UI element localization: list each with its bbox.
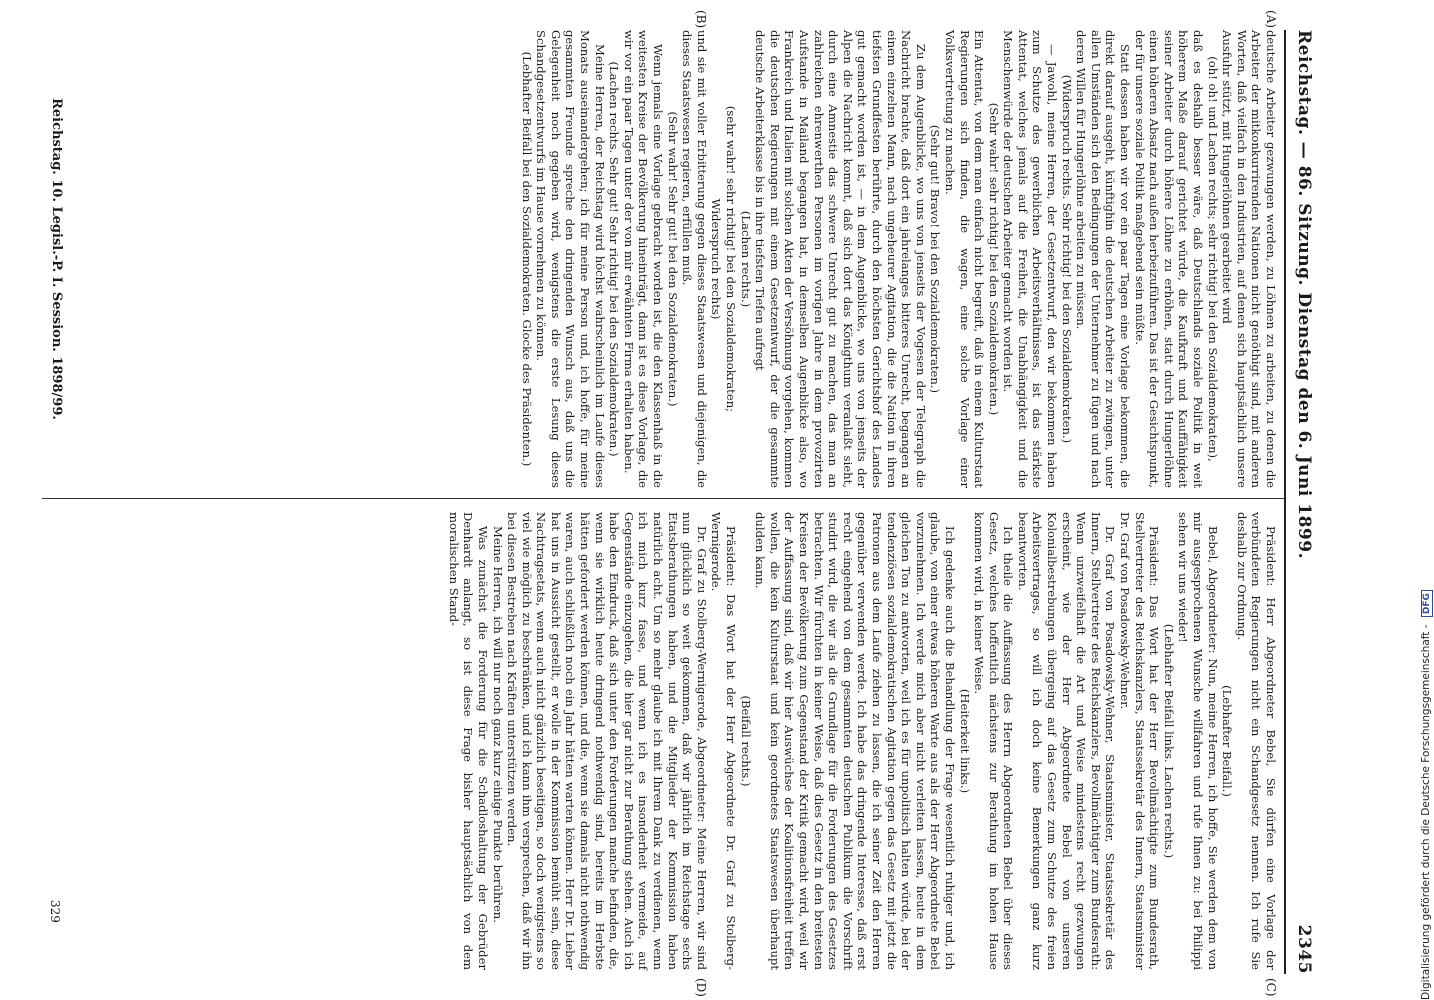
margin-mark-c: (C) bbox=[1264, 978, 1278, 997]
paragraph: Ich theile die Auffassung des Herrn Abgeordneten Bebel über dieses Gesetz, welches hoffentlich nächstens zur Berathung im hohen Hause kommen wird, in keiner Weise. bbox=[972, 512, 1016, 970]
paragraph: Zu dem Augenblicke, wo uns von jenseits der Vogesen der Telegraph die Nachricht brachte, daß dort ein jahrelanges bitteres Unrecht, begangen an einem einzelnen Mann, nach ungeheurer Agitation, die die Nation in ihren tiefsten Grundfesten berührte, durch den höchsten Gerichtshof des Landes gut gemacht worden ist, — in dem Augenblicke, wo uns von jenseits der Alpen die Nachricht kommt, daß sich dort das Königthum veranlaßt sieht, durch eine Amnestie das schwere Unrecht gut zu machen, das man an zahlreichen ehrenwerthen Personen im vorigen Jahre in dem provozirten Aufstande in Mailand begangen hat, in demselben Augenblicke also, wo Frankreich und Italien mit solchen Akten der Versöhnung vorgehen, kommen die deutschen Regierungen mit einem Gesetzentwurf, der die gesammte deutsche Arbeiterklasse bis in ihre tiefsten Tiefen aufregt bbox=[753, 30, 928, 488]
interjection: Widerspruch rechts) bbox=[709, 198, 724, 320]
interjection: (Sehr wahr! Sehr gut! bei den Sozialdemokraten.) bbox=[665, 111, 680, 407]
interjection: (Heiterkeit links.) bbox=[957, 688, 972, 794]
margin-mark-a: (A) bbox=[1264, 10, 1278, 29]
margin-mark-d: (D) bbox=[694, 978, 708, 997]
paragraph: Dr. Graf zu Stolberg-Wernigerode, Abgeordneter: Meine Herren, wir sind nun glücklich so weit gekommen, daß wir jährlich im Reichstage sechs Etatsberathungen haben, und die Mitglieder der Kommission haben natürlich acht. Um so mehr glaube ich mit Ihrem Dank zu verdienen, wenn ich mich kurz fasse, und wenn ich es insonderheit vermeide, auf Gegenstände einzugehen, die hier gar nicht zur Berathung stehen. Auch ich habe den Eindruck, daß sich unter den Forderungen manche befinden, die, wenn sie wirklich heute dringend nothwendig sind, bereits im Herbste hätten gefordert werden können, und die, wenn sie damals nicht nothwendig waren, auch schließlich noch ein Jahr hätten warten können. Herr Dr. Lieber hat uns in Aussicht gestellt, er wolle in der Kommission bemüht sein, diese Nachtragsetats, wenn auch nicht gänzlich beseitigen, so doch wenigstens so viel wie möglich zu beschränken, und ich kann ihm versprechen, daß wir ihn bei diesen Bestreben nach Kräften unterstützen werden. bbox=[505, 512, 709, 970]
interjection: (sehr wahr! sehr richtig! bei den Sozialdemokraten; bbox=[724, 105, 739, 413]
digitization-text: Digitalisierung gefördert durch die Deutsche Forschungsgemeinschaft - bbox=[1420, 624, 1432, 1000]
dfg-logo: DFG bbox=[1421, 590, 1433, 617]
right-column bbox=[446, 512, 1278, 970]
paragraph: Bebel, Abgeordneter: Nun, meine Herren, ich hoffe, Sie werden dem von mir ausgesprochenen Wunsche willfahren und rufe Ihnen zu: bei Philippi sehen wir uns wieder! bbox=[1176, 512, 1220, 970]
paragraph: Präsident: Herr Abgeordneter Bebel, Sie dürfen eine Vorlage der verbündeten Regierungen nicht ein Schandgesetz nennen. Ich rufe Sie deshalb zur Ordnung. bbox=[1234, 512, 1278, 970]
paragraph: und sie mit voller Erbitterung gegen dieses Staatswesen und diejenigen, die dieses Staatswesen regieren, erfüllen muß. bbox=[680, 30, 709, 488]
running-head-page: 2345 bbox=[1294, 924, 1314, 974]
interjection: (Lachen rechts. Sehr gut! Sehr richtig! bei den Sozialdemokraten.) bbox=[607, 61, 622, 457]
paragraph: Präsident: Das Wort hat der Herr Bevollmächtigte zum Bundesrath, Stellvertreter des Reichskanzlers, Staatssekretär des Innern, Staatsminister Dr. Graf von Posadowsky-Wehner. bbox=[1118, 512, 1162, 970]
paragraph: Dr. Graf von Posadowsky-Wehner, Staatsminister, Staatssekretär des Innern, Stellvertreter des Reichskanzlers, Bevollmächtigter zum Bundesrath: Wenn unzweifelhaft die Art und Weise mindestens recht gezwungen erscheint, wie der Herr Abgeordnete Bebel von unseren Kolonialbestrebungen übergeing auf das Gesetz zum Schutze des freien Arbeitsvertrages, so will ich doch keine Bemerkungen ganz kurz beantworten. bbox=[1015, 512, 1118, 970]
paragraph: — Jawohl, meine Herren, der Gesetzentwurf, den wir bekommen haben zum Schutze des gewerblichen Arbeitsverhältnisses, ist das stärkste Attentat, welches jemals auf die Freiheit, die Unabhängigkeit und die Menschenwürde der deutschen Arbeiter gemacht worden ist. bbox=[1001, 30, 1060, 488]
paragraph: Präsident: Das Wort hat der Herr Abgeordnete Dr. Graf zu Stolberg-Wernigerode. bbox=[709, 512, 739, 970]
interjection: (Lebhafter Beifall links. Lachen rechts.) bbox=[1161, 623, 1176, 859]
interjection: (Widerspruch rechts. Sehr richtig! bei den Sozialdemokraten.) bbox=[1059, 74, 1074, 444]
interjection: (Sehr wahr! sehr richtig! bei den Sozialdemokraten.) bbox=[986, 102, 1001, 416]
running-head bbox=[1290, 30, 1314, 974]
paragraph: Ein Attentat, von dem man einfach nicht begreift, daß in einem Kulturstaat Regierungen sich finden, die wagen, eine solche Vorlage einer Volksvertretung zu machen. bbox=[942, 30, 987, 488]
left-column bbox=[519, 30, 1278, 488]
paragraph: Ich gedenke auch die Behandlung der Frage wesentlich ruhiger und, ich glaube, von einer etwas höheren Warte aus als der Herr Abgeordnete Bebel vorzunehmen. Ich werde mich aber nicht verleiten lassen, heute in dem gleichen Ton zu antworten, weil ich es für unpolitisch halten würde, bei der tendenziösen sozialdemokratischen Agitation gegen das Gesetz mit jetzt die Patronen aus dem Laufe ziehen zu lassen, die ich seiner Zeit den Herren gegenüber verwenden werde. Ich habe das dringende Interesse, daß erst recht eingehend von dem gesammten deutschen Publikum die Vorschrift studirt wird, die wir als die Grundlage für die Forderungen des Gesetzes betrachten. Wir fürchten in keiner Weise, daß dies Gesetz in den breitesten Kreisen der Bevölkerung zum Gegenstand der Kritik gemacht wird, weil wir der Auffassung sind, daß wir hier Auswüchse der Koalitionsfreiheit treffen wollen, die kein Kulturstaat und kein geordnetes Staatswesen überhaupt dulden kann. bbox=[753, 512, 957, 970]
running-head-title: Reichstag. — 86. Sitzung. Dienstag den 6. Juni 1899. bbox=[1294, 30, 1314, 560]
paragraph: Was zunächst die Forderung für die Schadloshaltung der Gebrüder Denhardt anlangt, so ist diese Frage bisher hauptsächlich von dem moralischen Stand- bbox=[446, 512, 490, 970]
interjection: (Sehr gut! Bravo! bei den Sozialdemokraten.) bbox=[928, 124, 943, 394]
page-number: 329 bbox=[48, 900, 62, 923]
interjection: (Lebhafter Beifall bei den Sozialdemokraten. Glocke des Präsidenten.) bbox=[519, 51, 534, 467]
paragraph: deutsche Arbeiter gezwungen werden, zu Löhnen zu arbeiten, zu denen die Arbeiter der mitkonkurrirenden Nationen nicht genöthigt sind, mit anderen Worten, daß vielfach in den Industrien, auf denen sich hauptsächlich unsere Ausfuhr stützt, mit Hungerlöhnen gearbeitet wird bbox=[1220, 30, 1278, 488]
interjection: (Lebhafter Beifall.) bbox=[1220, 685, 1235, 797]
margin-mark-b: (B) bbox=[694, 10, 708, 29]
interjection: (Beifall rechts.) bbox=[738, 695, 753, 787]
interjection: (oh! oh! und Lachen rechts; sehr richtig! bei den Sozialdemokraten), bbox=[1205, 56, 1220, 462]
paragraph: Statt dessen haben wir vor ein paar Tagen eine Vorlage bekommen, die direkt darauf ausgeht, künftighin die deutschen Arbeiter zu zwingen, unter allen Umständen sich den Bedingungen der Unternehmer zu fügen und nach deren Willen für Hungerlöhne arbeiten zu müssen. bbox=[1074, 30, 1133, 488]
paragraph: daß es deshalb besser wäre, daß Deutschlands soziale Politik in weit höherem Maße darauf gerichtet würde, die Kaufkraft und Kauffähigkeit seiner Arbeiter durch höhere Löhne zu erhöhen, statt durch Hungerlöhne einen höheren Absatz nach außen herbeizuführen. Das ist der Gesichtspunkt, der für unsere soziale Politik maßgebend sein müßte. bbox=[1132, 30, 1206, 488]
paragraph: Wenn jemals eine Vorlage gebracht worden ist, die den Klassenhaß in die weitesten Kreise der Bevölkerung hineinträgt, dann ist es diese Vorlage, die wir vor ein paar Tagen unter der von mir erwähnten Firma erhalten haben. bbox=[621, 30, 666, 488]
column-divider bbox=[42, 498, 1284, 499]
interjection: (Lachen rechts.) bbox=[738, 210, 753, 308]
digitization-note bbox=[1420, 0, 1433, 1000]
paragraph: Meine Herren, der Reichstag wird höchst wahrscheinlich im Laufe dieses Monats auseinandergehen; ich für meine Person und, ich hoffe, für meine gesammten Freunde spreche den dringenden Wunsch aus, daß uns die Gelegenheit noch gegeben wird, wenigstens die erste Lesung dieses Schandgesetzentwurfs im Hause vornehmen zu können. bbox=[534, 30, 607, 488]
page-footer: Reichstag. 10. Legisl.-P. I. Session. 1898/99. bbox=[49, 98, 64, 420]
paragraph: Meine Herren, ich will nur noch ganz kurz einige Punkte berühren. bbox=[490, 526, 505, 923]
header-rule bbox=[1284, 30, 1286, 974]
